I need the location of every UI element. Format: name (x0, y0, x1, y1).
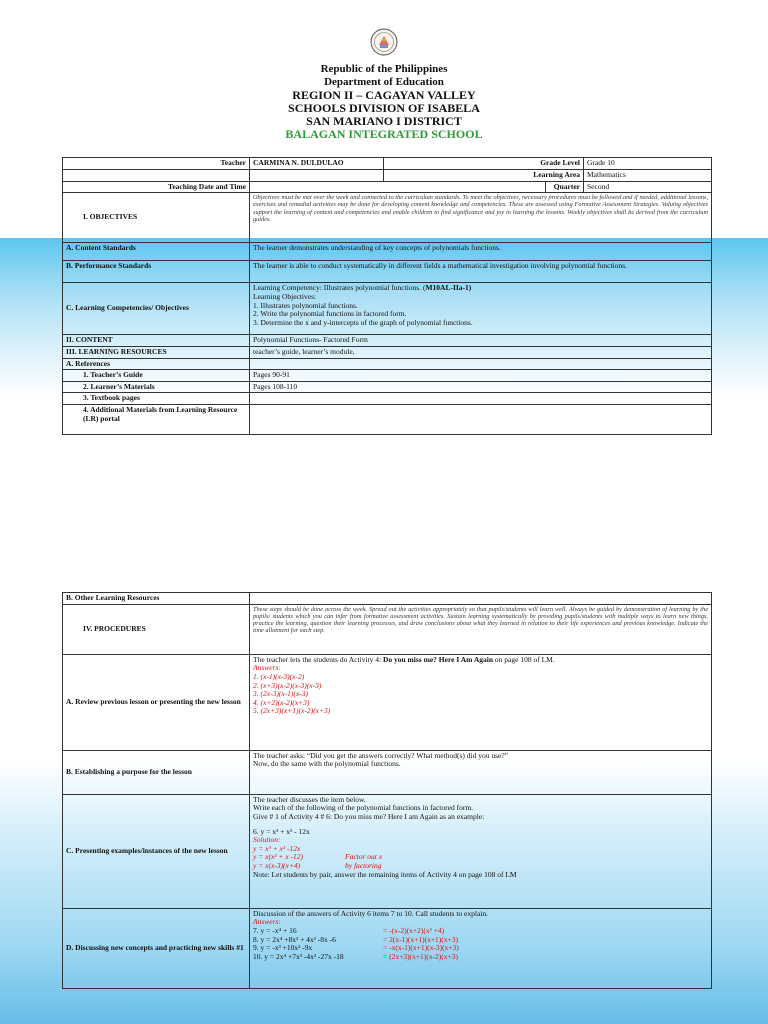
objectives-label: I. OBJECTIVES (63, 193, 250, 243)
discussion-answers-heading: Answers: (253, 917, 281, 927)
review-activity: Do you miss me? Here I Am Again (382, 654, 494, 664)
content-standards-value: The learner demonstrates understanding of key concepts of polynomials functions. (250, 243, 712, 261)
teacher-label: Teacher (63, 158, 250, 170)
review-lesson-label: A. Review previous lesson or presenting the new lesson (63, 654, 250, 750)
competency-code: M10AL-IIa-1) (425, 283, 472, 293)
quarter-label: Quarter (546, 181, 584, 193)
examples-line-1: The teacher discusses the item below. (253, 794, 366, 804)
solution-heading: Solution: (253, 835, 281, 845)
learners-materials-value: Pages 108-110 (250, 381, 712, 393)
textbook-pages-label: 3. Textbook pages (63, 393, 250, 405)
purpose-content (250, 750, 712, 794)
examples-note: Note: Let students by pair, answer the remaining items of Activity 4 on page 108 of LM (253, 869, 517, 879)
resources-value: teacher’s guide, learner’s module, (250, 346, 712, 358)
purpose-label: B. Establishing a purpose for the lesson (63, 750, 250, 794)
discussion-answer-7: = -(x-2)(x+2)(x² +4) (383, 925, 445, 935)
objective-2: 2. Write the polynomial functions in factored form. (253, 309, 407, 319)
discussion-line-1: Discussion of the answers of Activity 6 items 7 to 10. Call students to explain. (253, 908, 488, 918)
review-answer-3: 3. (2x-3)(x-1)(x-3) (253, 689, 308, 699)
teacher-value: CARMINA N. DULDULAO (250, 158, 384, 170)
discussion-item-10: 10. y = 2x⁴ +7x³ -4x² -27x -18 (253, 951, 344, 961)
additional-materials-value (250, 405, 712, 435)
solution-step-2-note: Factor out x (345, 852, 383, 862)
area-value: Mathematics (584, 170, 712, 182)
procedures-label: IV. PROCEDURES (63, 604, 250, 654)
performance-standards-value: The learner is able to conduct systematically in different fields a mathematical investigation involving polynomial functions. (250, 261, 712, 283)
other-resources-value (250, 593, 712, 605)
solution-step-2: y = x(x² + x -12) (253, 852, 304, 862)
examples-label: C. Presenting examples/instances of the new lesson (63, 794, 250, 908)
review-answer-1: 1. (x-1)(x-3)(x-2) (253, 671, 305, 681)
date-value (250, 181, 546, 193)
objective-3: 3. Determine the x and y-intercepts of the graph of polynomial functions. (253, 317, 473, 327)
examples-content (250, 794, 712, 908)
review-answer-5: 5. (2x+3)(x+1)(x-2)(x+3) (253, 706, 331, 716)
purpose-line-1: The teacher asks: “Did you get the answers correctly? What method(s) did you use?” (253, 750, 508, 760)
review-answer-4: 4. (x+2)(x-2)(x+3) (253, 697, 310, 707)
header-division: SCHOOLS DIVISION OF ISABELA (288, 101, 480, 115)
solution-step-1: y = x³ + x² -12x (253, 843, 301, 853)
deped-seal-icon (370, 28, 398, 56)
header-department: Department of Education (324, 76, 444, 88)
references-label: A. References (63, 358, 250, 370)
performance-standards-label: B. Performance Standards (63, 261, 250, 283)
lesson-info-table (62, 157, 712, 435)
competencies-label: C. Learning Competencies/ Objectives (63, 283, 250, 335)
area-label: Learning Area (384, 170, 584, 182)
procedures-table (62, 592, 712, 989)
purpose-line-2: Now, do the same with the polynomial functions. (253, 759, 401, 769)
discussion-label: D. Discussing new concepts and practicing new skills #1 (63, 908, 250, 988)
header-school: BALAGAN INTEGRATED SCHOOL (285, 127, 483, 141)
discussion-answer-9: = -x(x-1)(x+1)(x-3)(x+3) (383, 943, 459, 953)
header-district: SAN MARIANO I DISTRICT (306, 114, 462, 128)
objective-1: 1. Illustrates polynomial functions. (253, 300, 358, 310)
review-answer-2: 2. (x+3)(x-2)(x-3)(x-3) (253, 680, 322, 690)
grade-label: Grade Level (384, 158, 584, 170)
grade-value: Grade 10 (584, 158, 712, 170)
resources-label: III. LEARNING RESOURCES (63, 346, 250, 358)
discussion-item-9: 9. y = -x³ +10x² -9x (253, 943, 313, 953)
objectives-heading: Learning Objectives: (253, 291, 317, 301)
review-answers-heading: Answers: (253, 663, 281, 673)
teachers-guide-value: Pages 90-91 (250, 370, 712, 382)
review-intro: The teacher lets the students do Activity 4: (253, 654, 383, 664)
header-republic: Republic of the Philippines (320, 63, 448, 75)
objectives-note: Objectives must be met over the week and connected to the curriculum standards. To meet the objectives, necessary procedures must be followed and if needed, additional lessons, exercises and remedial activities may be done for developing content knowledge and competencies. These are assessed using Formative Assessment Strategies. Valuing objectives support the learning of content and competencies and enable children to find significance and joy in learning the lessons. Weekly objectives shall be derived from the curriculum guides. (250, 193, 712, 243)
textbook-pages-value (250, 393, 712, 405)
competencies-value (250, 283, 712, 335)
date-label: Teaching Date and Time (63, 181, 250, 193)
other-resources-label: B. Other Learning Resources (63, 593, 250, 605)
content-standards-label: A. Content Standards (63, 243, 250, 261)
content-value: Polynomial Functions- Factored Form (250, 335, 712, 347)
review-lesson-content (250, 654, 712, 750)
examples-line-2: Write each of the following of the polynomial functions in factored form. (253, 803, 474, 813)
discussion-answer-10: = (2x+3)(x+1)(x-2)(x+3) (383, 951, 459, 961)
solution-step-3: y = x(x-3)(x+4) (253, 861, 301, 870)
learners-materials-label: 2. Learner’s Materials (63, 381, 250, 393)
review-page: on page 108 of LM. (493, 654, 555, 664)
competency-title: Learning Competency: Illustrates polynomial functions. ( (253, 283, 426, 293)
header-region: REGION II – CAGAYAN VALLEY (292, 88, 476, 102)
content-label: II. CONTENT (63, 335, 250, 347)
discussion-item-7: 7. y = -x⁴ + 16 (253, 925, 297, 935)
teachers-guide-label: 1. Teacher’s Guide (63, 370, 250, 382)
examples-line-3: Give # 1 of Activity 4 # 6: Do you miss me? Here I am Again as an example: (253, 811, 485, 821)
discussion-item-8: 8. y = 2x⁴ +8x³ + 4x² -8x -6 (253, 934, 336, 944)
discussion-content (250, 908, 712, 988)
procedures-note: These steps should be done across the week. Spread out the activities appropriately so that pupils/students will learn well. Always be guided by demonstration of learning by the pupils/ students which you can infer from formative assessment activities. Sustain learning systematically by providing pupils/students with multiple ways to learn new things, practice the learning, question their learning processes, and draw conclusions about what they learned in relation to their life experiences and previous knowledge. Indicate the time allotment for each step. (250, 604, 712, 654)
additional-materials-label: 4. Additional Materials from Learning Resource (LR) portal (63, 405, 250, 435)
document-header (0, 28, 768, 141)
examples-equation: 6. y = x³ + x² - 12x (253, 826, 310, 836)
solution-step-3-note: by factoring (345, 861, 382, 870)
quarter-value: Second (584, 181, 712, 193)
discussion-answer-8: = 2(x-1)(x+1)(x+1)(x+3) (383, 934, 459, 944)
